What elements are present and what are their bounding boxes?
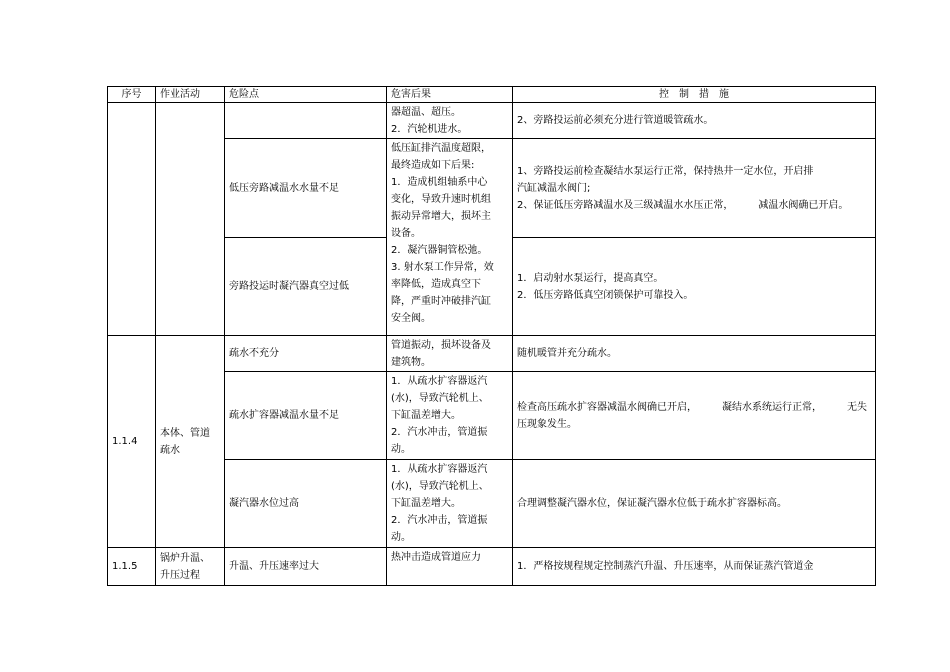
cell-consequence: 1．从疏水扩容器返汽 (水)，导致汽轮机上、 下缸温差增大。 2．汽水冲击，管道振 动。 xyxy=(387,372,513,460)
cell-hazard-empty xyxy=(225,103,387,139)
cell-control: 随机暖管并充分疏水。 xyxy=(513,336,876,372)
cell-hazard: 升温、升压速率过大 xyxy=(225,548,387,586)
header-control: 控 制 措 施 xyxy=(513,87,876,103)
cell-control: 合理调整凝汽器水位，保证凝汽器水位低于疏水扩容器标高。 xyxy=(513,460,876,548)
table-header-row xyxy=(108,87,876,103)
table-row xyxy=(108,336,876,372)
cell-consequence: 器超温、超压。 2．汽轮机进水。 xyxy=(387,103,513,139)
cell-hazard: 低压旁路减温水水量不足 xyxy=(225,139,387,238)
cell-activity-empty xyxy=(156,103,225,336)
header-hazard: 危险点 xyxy=(225,87,387,103)
cell-control: 1、旁路投运前检查凝结水泵运行正常，保持热井一定水位，开启排 汽缸减温水阀门; 2、保证低压旁路减温水及三级减温水水压正常， 减温水阀确已开启。 xyxy=(513,139,876,238)
header-consequence: 危害后果 xyxy=(387,87,513,103)
cell-control: 检查高压疏水扩容器减温水阀确已开启， 凝结水系统运行正常， 无失 压现象发生。 xyxy=(513,372,876,460)
cell-hazard: 旁路投运时凝汽器真空过低 xyxy=(225,238,387,336)
cell-consequence: 管道振动，损坏设备及 建筑物。 xyxy=(387,336,513,372)
cell-consequence: 1．从疏水扩容器返汽 (水)，导致汽轮机上、 下缸温差增大。 2．汽水冲击，管道振 动。 xyxy=(387,460,513,548)
cell-no: 1.1.4 xyxy=(108,336,156,548)
cell-hazard: 凝汽器水位过高 xyxy=(225,460,387,548)
cell-consequence: 热冲击造成管道应力 xyxy=(387,548,513,586)
cell-control: 1．启动射水泵运行，提高真空。 2．低压旁路低真空闭锁保护可靠投入。 xyxy=(513,238,876,336)
cell-activity: 锅炉升温、 升压过程 xyxy=(156,548,225,586)
cell-no: 1.1.5 xyxy=(108,548,156,586)
cell-hazard: 疏水不充分 xyxy=(225,336,387,372)
cell-no-empty xyxy=(108,103,156,336)
cell-hazard: 疏水扩容器减温水量不足 xyxy=(225,372,387,460)
header-activity: 作业活动 xyxy=(156,87,225,103)
table-row xyxy=(108,103,876,139)
document-page xyxy=(107,86,875,586)
cell-activity: 本体、管道 疏水 xyxy=(156,336,225,548)
header-no: 序号 xyxy=(108,87,156,103)
cell-control: 2、旁路投运前必须充分进行管道暖管疏水。 xyxy=(513,103,876,139)
cell-consequence: 低压缸排汽温度超限， 最终造成如下后果: 1．造成机组轴系中心 变化，导致升速时机组 振动异常增大，损坏主 设备。 2．凝汽器铜管松弛。 3. 射水泵工作异常，效 率降低，造成真空下 降，严重时冲破排汽缸 安全阀。 xyxy=(387,139,513,336)
cell-control: 1．严格按规程规定控制蒸汽升温、升压速率，从而保证蒸汽管道金 xyxy=(513,548,876,586)
table-row xyxy=(108,548,876,586)
hazard-control-table xyxy=(107,86,876,586)
